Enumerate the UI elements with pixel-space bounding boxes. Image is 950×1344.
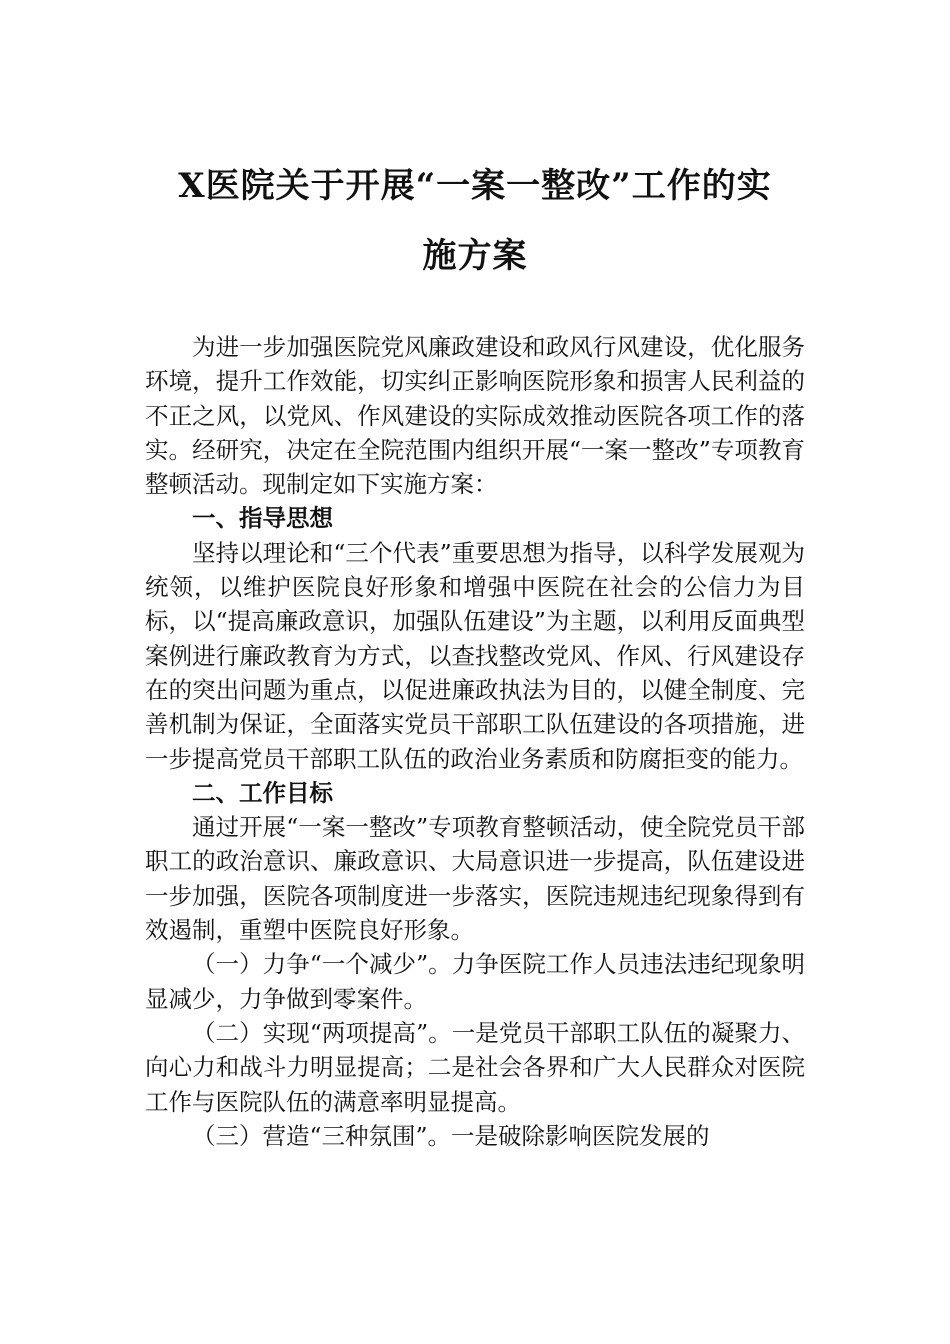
guiding-ideology-paragraph: 坚持以理论和“三个代表”重要思想为指导，以科学发展观为统领，以维护医院良好形象和增强中医院在社会的公信力为目标，以“提高廉政意识，加强队伍建设”为主题，以利用反面典型案例进行廉政教育为方式，以查找整改党风、作风、行风建设存在的突出问题为重点，以促进廉政执法为目的，以健全制度、完善机制为保证，全面落实党员干部职工队伍建设的各项措施，进一步提高党员干部职工队伍的政治业务素质和防腐拒变的能力。	[145, 538, 805, 773]
work-goals-paragraph: 通过开展“一案一整改”专项教育整顿活动，使全院党员干部职工的政治意识、廉政意识、大局意识进一步提高，队伍建设进一步加强，医院各项制度进一步落实，医院违规违纪现象得到有效遏制，重塑中医院良好形象。	[145, 813, 805, 945]
goal-item-2: （二）实现“两项提高”。一是党员干部职工队伍的凝聚力、向心力和战斗力明显提高；二是社会各界和广大人民群众对医院工作与医院队伍的满意率明显提高。	[145, 1018, 805, 1116]
document-body	[145, 330, 805, 1153]
document-title-line-2: 施方案	[422, 236, 528, 276]
goal-item-3: （三）营造“三种氛围”。一是破除影响医院发展的	[192, 1121, 710, 1150]
section-heading-guiding-ideology: 一、指导思想	[192, 504, 333, 533]
section-heading-work-goals: 二、工作目标	[192, 778, 333, 807]
document-title-line-1: X医院关于开展“一案一整改”工作的实	[178, 166, 772, 206]
intro-paragraph: 为进一步加强医院党风廉政建设和政风行风建设，优化服务环境，提升工作效能，切实纠正影响医院形象和损害人民利益的不正之风，以党风、作风建设的实际成效推动医院各项工作的落实。经研究，决定在全院范围内组织开展“一案一整改”专项教育整顿活动。现制定如下实施方案：	[145, 333, 805, 499]
goal-item-1: （一）力争“一个减少”。力争医院工作人员违法违纪现象明显减少，力争做到零案件。	[145, 950, 805, 1013]
